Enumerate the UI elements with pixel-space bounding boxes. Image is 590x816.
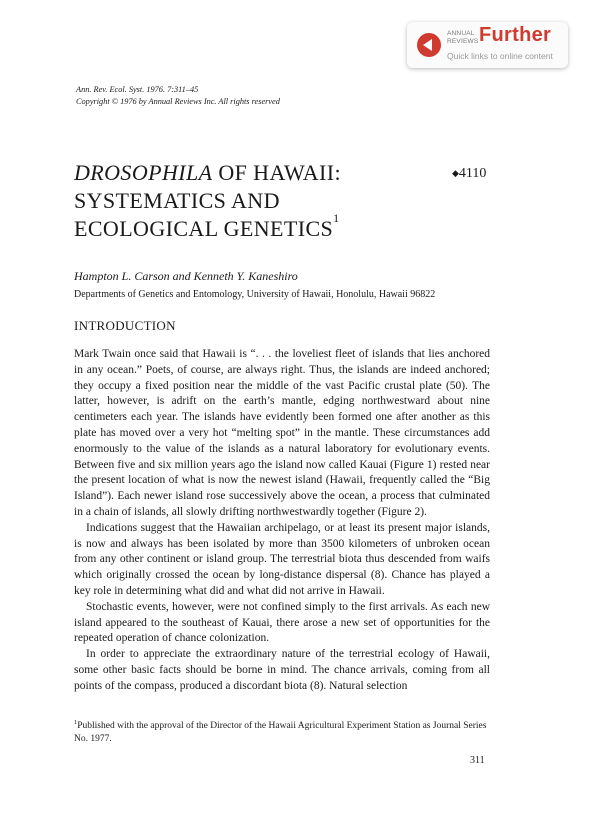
title-line-1-rest: OF HAWAII: — [212, 160, 341, 185]
title-line-2: SYSTEMATICS AND — [74, 188, 280, 213]
article-body — [74, 347, 490, 695]
annual-reviews-further-badge[interactable] — [407, 22, 568, 68]
badge-reviews-text: REVIEWS — [447, 37, 479, 45]
affiliation: Departments of Genetics and Entomology, University of Hawaii, Honolulu, Hawaii 96822 — [74, 289, 436, 300]
annual-reviews-wordmark — [447, 30, 478, 45]
page-number: 311 — [470, 755, 485, 766]
article-code-number: 4110 — [458, 166, 487, 181]
citation-line-2: Copyright © 1976 by Annual Reviews Inc. All rights reserved — [76, 96, 280, 106]
paragraph: Indications suggest that the Hawaiian archipelago, or at least its present major islands, is now and always has been isolated by more than 3500 kilometers of unbroken ocean from any other continent or island group. The terrestrial biota thus descended from waifs which originally crossed the ocean by long-distance dispersal (8). Chance has played a key role in determining what did and what did not arrive in Hawaii. — [74, 521, 490, 597]
journal-citation — [76, 84, 280, 107]
footnote-mark: 1 — [74, 719, 78, 726]
diamond-icon: ◆ — [452, 168, 459, 178]
article-title — [74, 159, 341, 243]
title-footnote-mark: 1 — [333, 211, 340, 225]
paragraph: In order to appreciate the extraordinary nature of the terrestrial ecology of Hawaii, some other basic facts should be borne in mind. The chance arrivals, coming from all points of the compass, produced a discordant biota (8). Natural selection — [74, 648, 490, 692]
arrow-left-icon — [417, 33, 441, 57]
authors: Hampton L. Carson and Kenneth Y. Kaneshiro — [74, 269, 298, 283]
badge-further-text: Further — [479, 24, 552, 46]
badge-subtitle: Quick links to online content — [447, 51, 553, 61]
article-code — [452, 166, 486, 182]
paragraph: Mark Twain once said that Hawaii is “. . . the loveliest fleet of islands that lies anchored in any ocean.” Poets, of course, are always right. Thus, the islands are indeed anchored; they occupy a fixed position near the middle of the vast Pacific crustal plate (50). The latter, however, is adrift on the earth’s mantle, edging northwestward about nine centimeters each year. The islands have evidently been formed one after another as this plate has moved over a very hot “melting spot” in the mantle. These circumstances add enormously to the value of the islands as a natural laboratory for evolutionary events. Between five and six million years ago the island now called Kauai (Figure 1) rested near the present location of what is now the newest island (Hawaii, frequently called the “Big Island”). Each newer island rose successively above the ocean, a process that culminated in a chain of islands, all slowly drifting northwestwardly together (Figure 2). — [74, 348, 490, 518]
section-heading: INTRODUCTION — [74, 318, 176, 333]
citation-line-1: Ann. Rev. Ecol. Syst. 1976. 7:311–45 — [76, 85, 199, 94]
paragraph: Stochastic events, however, were not confined simply to the first arrivals. As each new island appeared to the southeast of Kauai, there arose a new set of opportunities for the repeated operation of chance colonization. — [74, 600, 490, 645]
footnote-text: Published with the approval of the Director of the Hawaii Agricultural Experiment Station as Journal Series No. 1977. — [74, 721, 487, 745]
title-genus: DROSOPHILA — [74, 160, 213, 185]
badge-annual-text: ANNUAL — [447, 30, 475, 37]
title-line-3: ECOLOGICAL GENETICS — [74, 216, 334, 241]
footnote — [74, 716, 490, 746]
